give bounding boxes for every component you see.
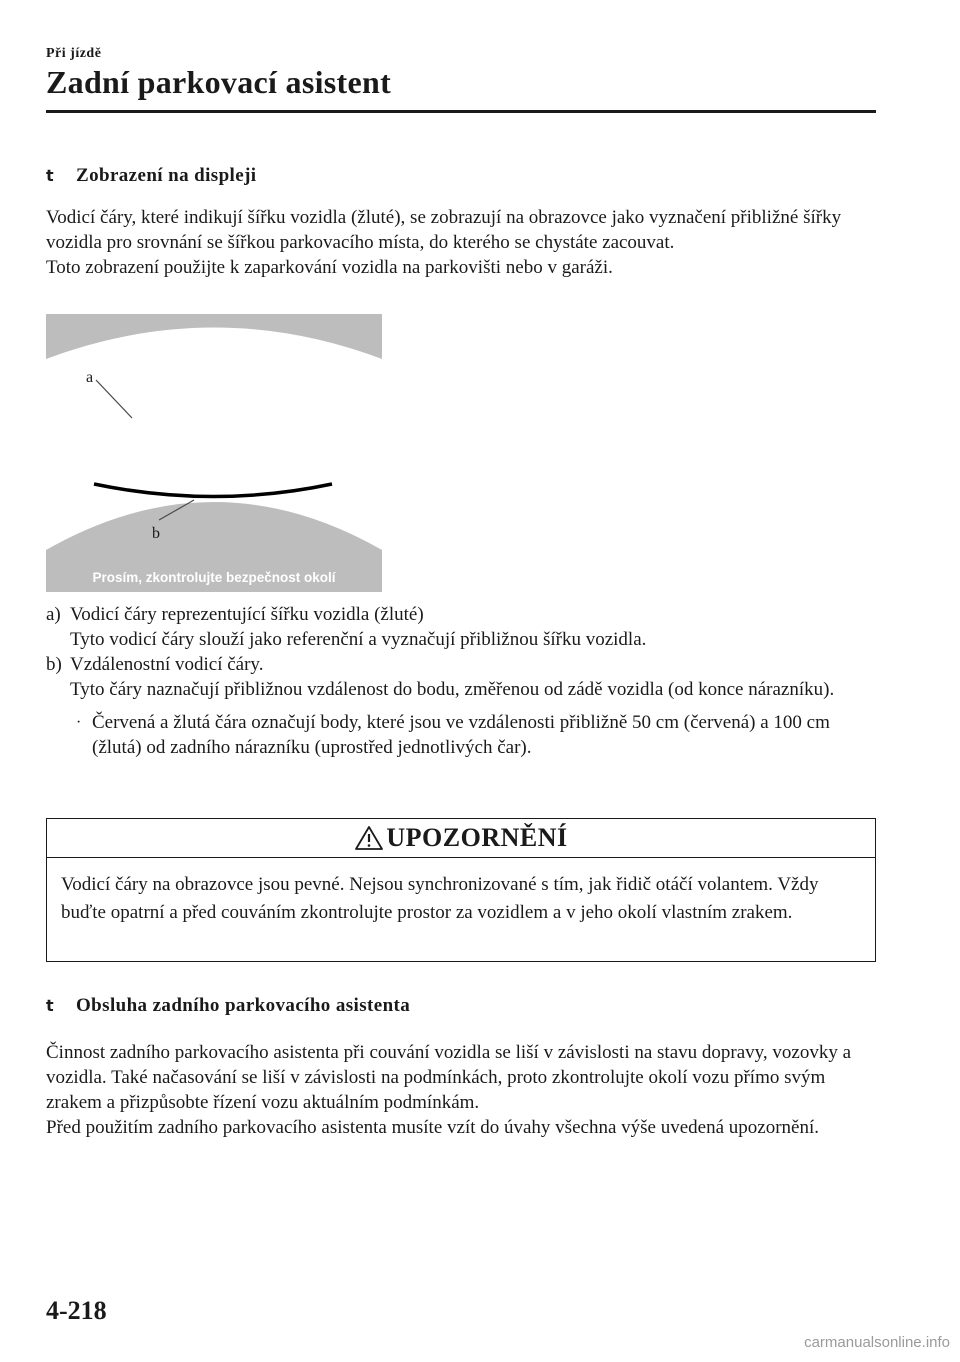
paragraph: Před použitím zadního parkovacího asistenta musíte vzít do úvahy všechna výše uvedená upozornění. [46,1117,819,1138]
warning-header [47,819,875,858]
section2-body [46,1040,876,1140]
section-bullet-icon: t [46,996,55,1015]
warning-triangle-icon [354,825,384,851]
callout-label-b: b [152,525,160,542]
callout-label-a: a [86,369,94,386]
list-item-label: b) [46,654,62,675]
rear-camera-display-figure [46,314,382,592]
section-heading-display [46,165,256,187]
list-item-label: a) [46,604,61,625]
section-heading-text: Zobrazení na displeji [76,165,257,186]
watermark: carmanualsonline.info [804,1334,950,1351]
section1-body [46,205,876,280]
warning-title: UPOZORNĚNÍ [386,823,568,852]
paragraph: Toto zobrazení použijte k zaparkování vozidla na parkovišti nebo v garáži. [46,257,613,278]
bullet-dot-icon: · [76,714,82,731]
section-bullet-icon: t [46,166,55,185]
list-item-description: Tyto vodicí čáry slouží jako referenční a vyznačují přibližnou šířku vozidla. [70,629,647,650]
page-title: Zadní parkovací asistent [46,64,392,100]
section-heading-text: Obsluha zadního parkovacího asistenta [76,995,411,1016]
page-number: 4-218 [46,1296,107,1325]
paragraph: Činnost zadního parkovacího asistenta při couvání vozidla se liší v závislosti na stavu dopravy, vozovky a vozidla. Také načasování se liší v závislosti na podmínkách, proto zkontrolujte okolí vozu přímo svým zrakem a přizpůsobte řízení vozu aktuálním podmínkám. [46,1042,852,1113]
sub-bullet-text: Červená a žlutá čára označují body, které jsou ve vzdálenosti přibližně 50 cm (červená) a 100 cm (žlutá) od zadního nárazníku (uprostřed jednotlivých čar). [92,712,830,758]
breadcrumb: Při jízdě [46,46,102,61]
warning-text: Vodicí čáry na obrazovce jsou pevné. Nejsou synchronizované s tím, jak řidič otáčí volantem. Vždy buďte opatrní a před couváním zkontrolujte prostor za vozidlem a v jeho okolí vlastním zrakem. [61,874,819,923]
list-item-description: Tyto čáry naznačují přibližnou vzdálenost do bodu, změřenou od zádě vozidla (od konce nárazníku). [70,679,835,700]
figure-legend-list [46,602,876,760]
list-item-title: Vzdálenostní vodicí čáry. [70,654,264,675]
section-heading-operation [46,995,410,1017]
warning-box [46,818,876,962]
list-item-title: Vodicí čáry reprezentující šířku vozidla (žluté) [70,604,424,625]
list-item [46,652,876,702]
title-rule [46,110,876,113]
sub-bullet-item [76,710,876,760]
paragraph: Vodicí čáry, které indikují šířku vozidla (žluté), se zobrazují na obrazovce jako vyznačení přibližné šířky vozidla pro srovnání se šířkou parkovacího místa, do kterého se chystáte zacouvat. [46,207,842,253]
list-item [46,602,876,652]
display-caption: Prosím, zkontrolujte bezpečnost okolí [92,570,336,585]
